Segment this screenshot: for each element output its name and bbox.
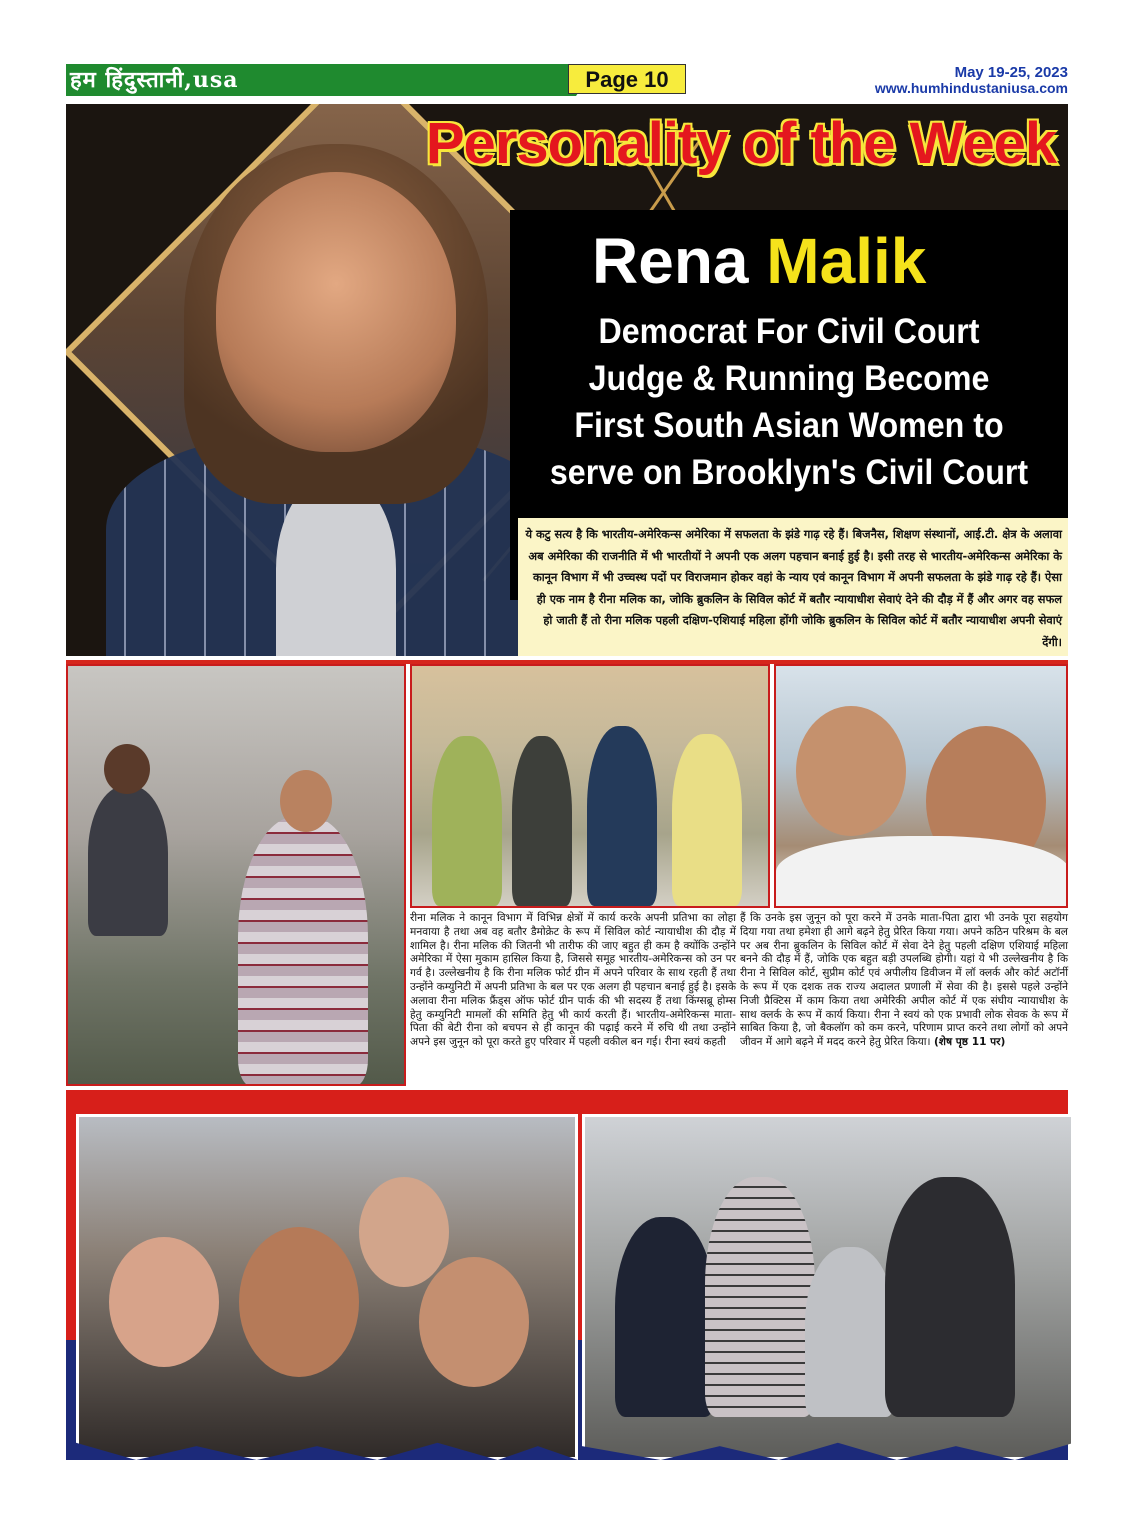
article-column-2-text: हैं कि उनके इस जुनून को पूरा करने में उनके माता-पिता द्वारा भी उनके पूरा सहयोग दिया गया तथा हमेशा ही आगे बढ़ने हेतु प्रेरित किया गया। अपने कठिन परिश्रम के बल पर अब रीना ब्रुकलिन के सिविल कोर्ट में सेवा देने हेतु पहली दक्षिण एशियाई महिला बनने की दौड़ में हैं, जोकि एक बहुत बड़ी उपलब्धि होगी। यहां ये भी उल्लेखनीय है कि रीना ने सिविल कोर्ट, सुप्रीम कोर्ट एवं अपीलीय डिवीजन में लॉ क्लर्क और कोर्ट अटॉर्नी के रूप में एक दशक तक राज्य अदालत प्रणाली में सेवा की है। इससे पहले उन्होंने निजी प्रैक्टिस में काम किया तथा अमेरिकी अपील कोर्ट में एक संघीय न्यायाधीश के साथ क्लर्क के रूप में कार्य किया। रीना ने स्वयं को एक प्रभावी लोक सेवक के रूप में साबित किया है, जो बैकलॉग को कम करने, परिणाम प्राप्त करने तथा लोगों को अपने जीवन में आगे बढ़ने में मदद करने हेतु प्रेरित किया। bbox=[740, 912, 1068, 1049]
photo-clothing bbox=[776, 836, 1068, 908]
first-name: Rena bbox=[592, 225, 749, 297]
photo-park-swing bbox=[66, 664, 406, 1086]
photo-face bbox=[109, 1237, 219, 1367]
photo-figure bbox=[432, 736, 502, 906]
photo-figure bbox=[512, 736, 572, 906]
person-name bbox=[592, 224, 1068, 298]
article-column-2 bbox=[740, 912, 1068, 1088]
publication-title: हम हिंदुस्तानी,usa bbox=[70, 67, 239, 93]
photo-face bbox=[419, 1257, 529, 1387]
photo-award-ceremony bbox=[410, 664, 770, 908]
headline bbox=[532, 308, 1045, 496]
photo-child-head bbox=[104, 744, 150, 794]
intro-paragraph: ये कटु सत्य है कि भारतीय-अमेरिकन्स अमेरिका में सफलता के झंडे गाढ़ रहे हैं। बिजनैस, शिक्षण संस्थानों, आई.टी. क्षेत्र के अलावा अब अमेरिका की राजनीति में भी भारतीयों ने अपनी एक अलग पहचान बनाई हुई है। इसी तरह से भारतीय-अमेरिकन्स अमेरिका के कानून विभाग में भी उच्चस्थ पदों पर विराजमान होकर वहां के न्याय एवं कानून विभाग में अपनी सफलता के झंडे गाढ़ रहे हैं। ऐसा ही एक नाम है रीना मलिक का, जोकि ब्रुकलिन के सिविल कोर्ट में बतौर न्यायाधीश सेवाएं देने की दौड़ में हैं और अगर वह सफल हो जाती हैं तो रीना मलिक पहली दक्षिण-एशियाई महिला होंगी जोकि ब्रुकलिन के सिविल कोर्ट में बतौर न्यायाधीश अपनी सेवाएं देंगी। bbox=[525, 527, 1062, 649]
photo-figure bbox=[805, 1247, 895, 1417]
photo-adult-figure bbox=[238, 816, 368, 1086]
photo-group-selfie bbox=[76, 1114, 578, 1460]
photo-face bbox=[239, 1227, 359, 1377]
hero-feature bbox=[66, 104, 1068, 656]
headline-line: serve on Brooklyn's Civil Court bbox=[549, 453, 1029, 492]
photo-mother-daughter-selfie bbox=[774, 664, 1068, 908]
intro-box bbox=[518, 518, 1068, 656]
issue-date: May 19-25, 2023 bbox=[954, 64, 1068, 81]
page-number: Page 10 bbox=[568, 64, 686, 94]
last-name: Malik bbox=[766, 225, 927, 297]
photo-figure bbox=[672, 734, 742, 906]
website-link[interactable]: www.humhindustaniusa.com bbox=[874, 80, 1068, 96]
portrait-photo bbox=[216, 172, 456, 452]
photo-figure bbox=[705, 1177, 815, 1417]
photo-figure bbox=[615, 1217, 715, 1417]
headline-line: Democrat For Civil Court bbox=[598, 312, 980, 351]
headline-line: First South Asian Women to bbox=[574, 406, 1004, 445]
headline-line: Judge & Running Become bbox=[588, 359, 990, 398]
article-column-1: रीना मलिक ने कानून विभाग में विभिन्न क्षेत्रों में कार्य करके अपनी प्रतिभा का लोहा मनवाया है तथा अब वह बतौर डैमोक्रेट के रूप में सिविल कोर्ट न्यायाधीश की दौड़ में शामिल है। रीना मलिक की जितनी भी तारीफ की जाए बहुत ही कम है क्योंकि उन्होंने अमेरिका में ऐसा मुकाम हासिल किया है, जिससे समूह भारतीय-अमेरिकन्स को उन पर गर्व है। उल्लेखनीय है कि रीना मलिक फोर्ट ग्रीन में अपने परिवार के साथ रहती हैं तथा उन्होंने कम्युनिटी में अपनी प्रतिभा के बल पर एक अलग ही पहचान बनाई हुई है। इसके अलावा रीना मलिक फ्रैंड्स ऑफ फोर्ट ग्रीन पार्क की भी सदस्य हैं तथा किंग्सब्रू होम्स हेतु कम्युनिटी मामलों की समिति हेतु भी कार्य करती हैं। भारतीय-अमेरिकन्स माता-पिता की बेटी रीना को बचपन से ही कानून की पढ़ाई करने में रुचि थी तथा उन्होंने अपने इस जुनून को पूरा करते हुए परिवार में पहली वकील बन गई। रीना स्वयं कहती bbox=[410, 912, 736, 1049]
photo-figure bbox=[587, 726, 657, 906]
photo-figure bbox=[885, 1177, 1015, 1417]
photo-child-figure bbox=[88, 786, 168, 936]
photo-family-portrait bbox=[582, 1114, 1074, 1460]
photo-child-face bbox=[796, 706, 906, 836]
photo-adult-head bbox=[280, 770, 332, 832]
photo-face bbox=[359, 1177, 449, 1287]
continued-note: (शेष पृष्ठ 11 पर) bbox=[933, 1036, 1006, 1049]
section-heading: Personality of the Week bbox=[425, 111, 1057, 176]
